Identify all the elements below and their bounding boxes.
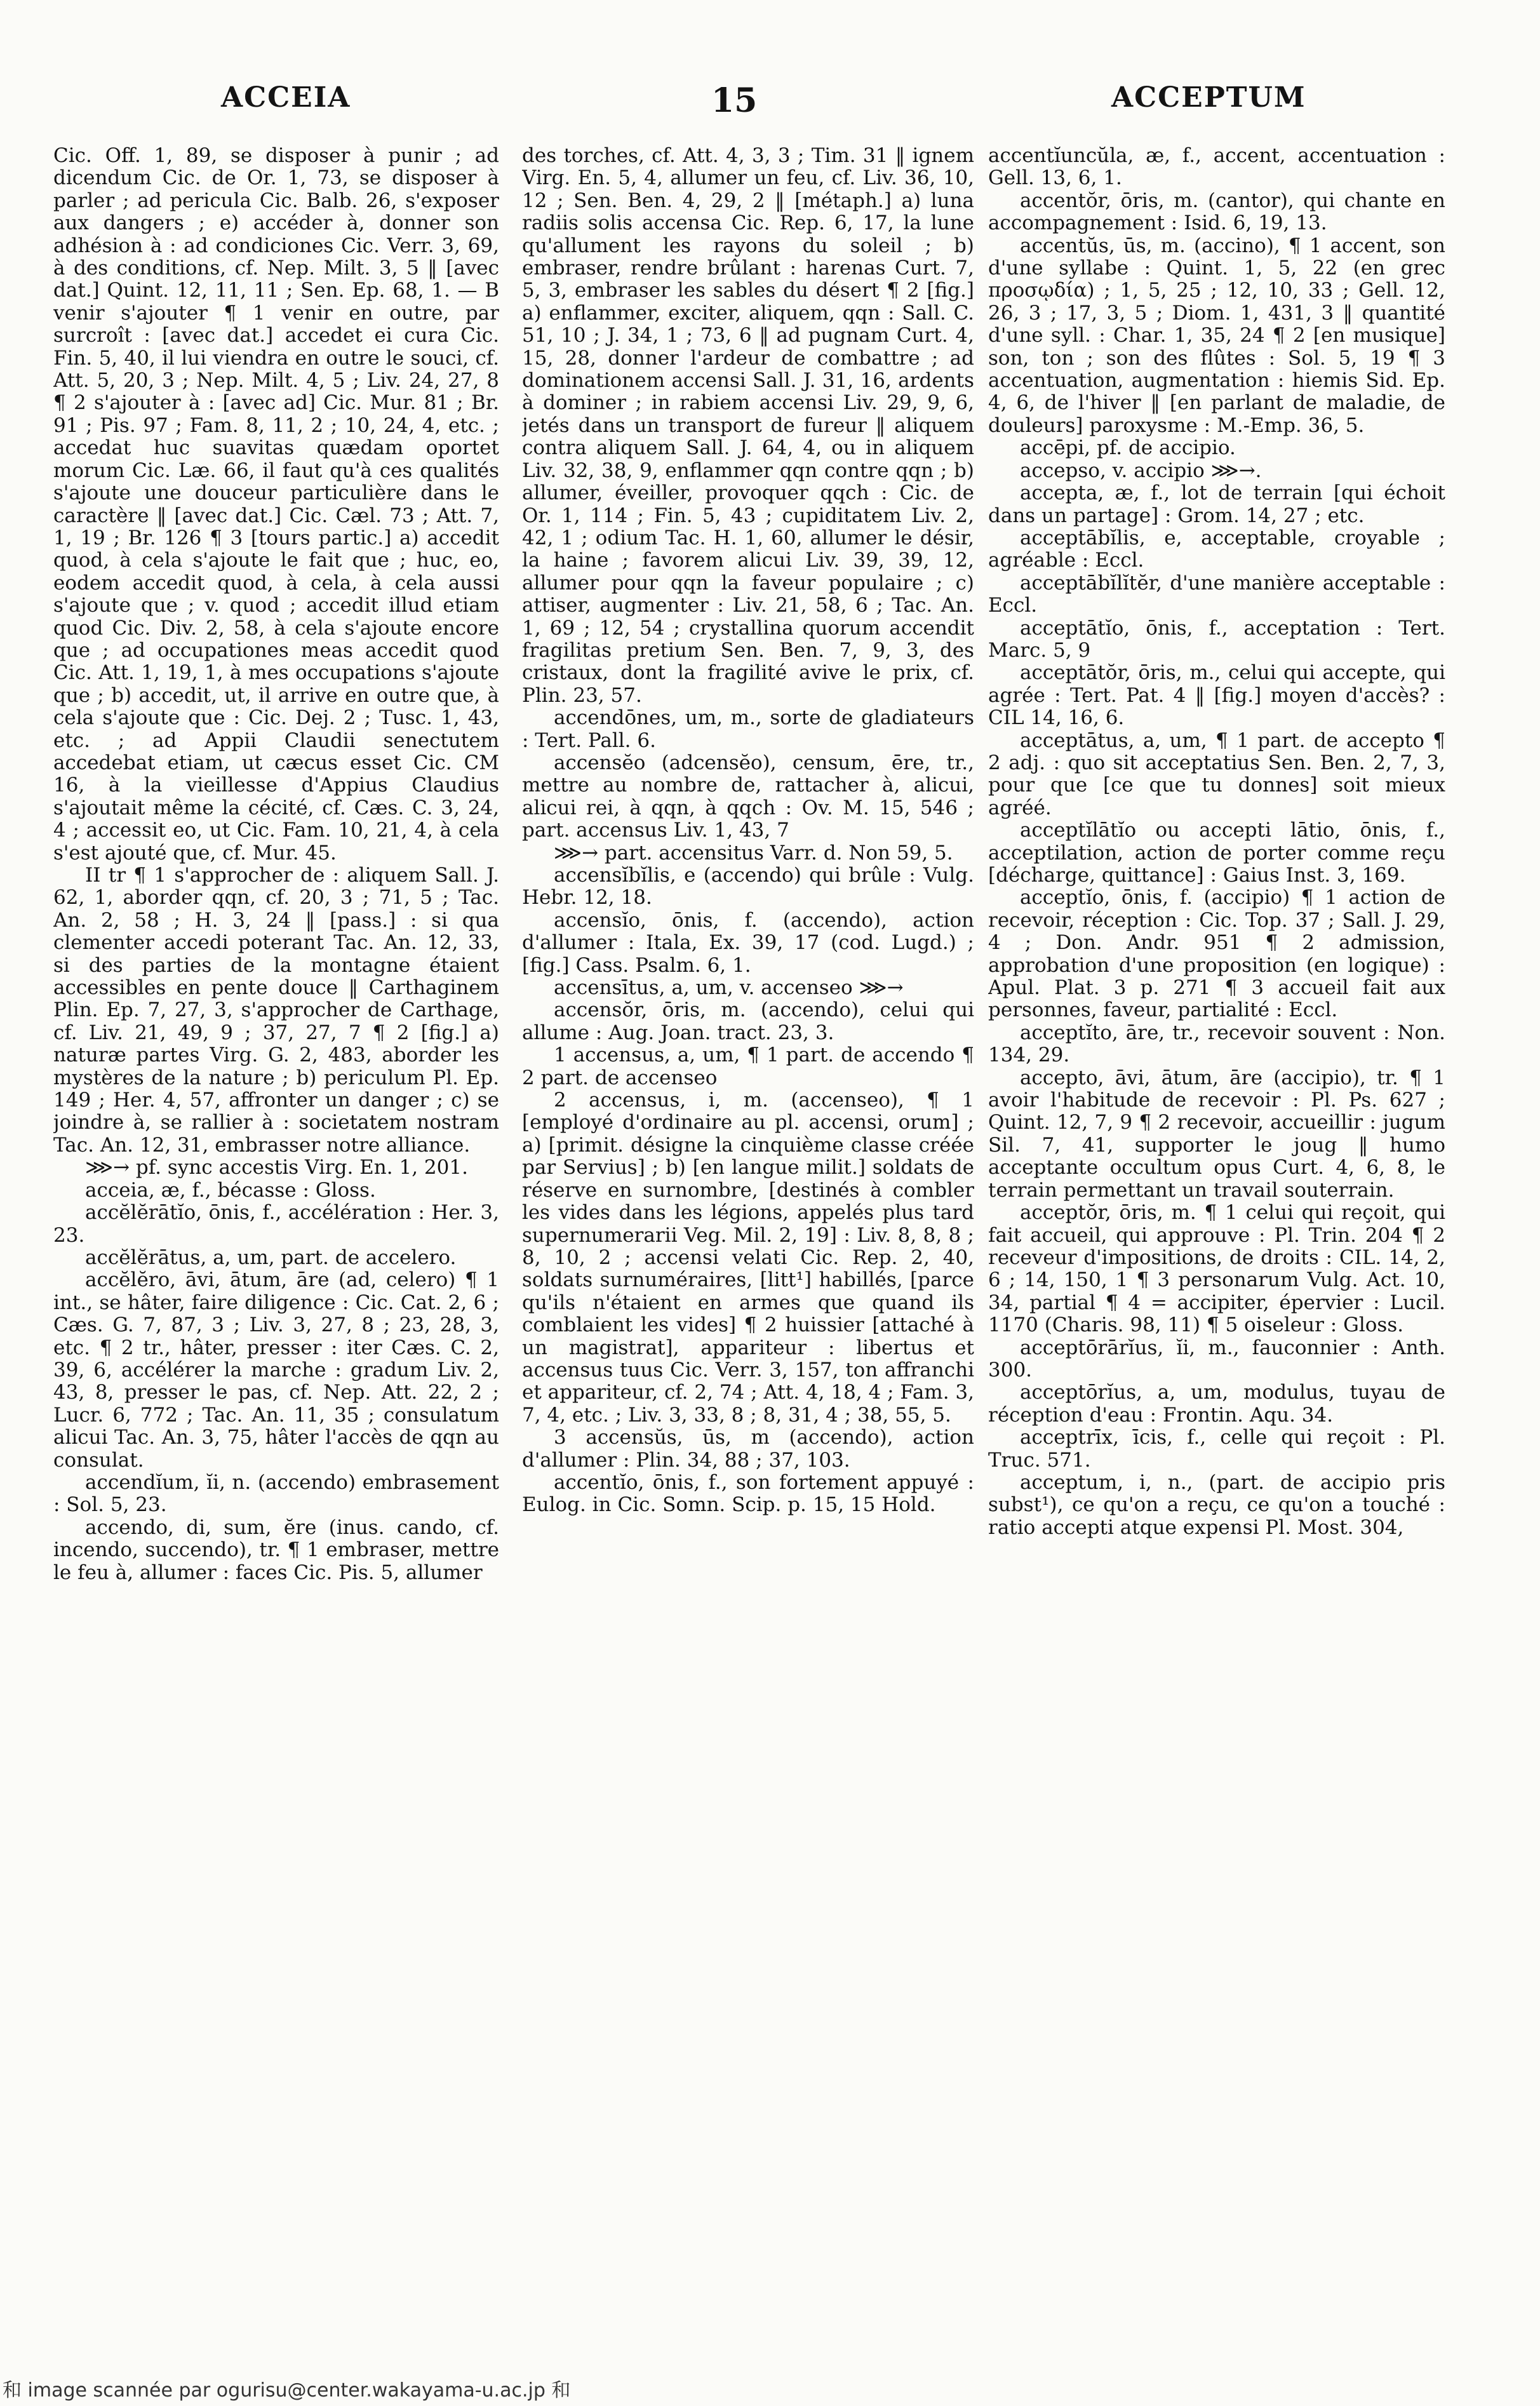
entry: acceptātĭo, ōnis, f., acceptation : Tert. Marc. 5, 9 [988, 616, 1445, 662]
entry: Cic. Off. 1, 89, se disposer à punir ; ad dicendum Cic. de Or. 1, 73, se disposer à parler ; ad pericula Cic. Balb. 26, s'exposer aux dangers ; e) accéder à, donner son adhésion à : ad condiciones Cic. Verr. 3, 69, à des conditions, cf. Nep. Milt. 3, 5 ‖ [avec dat.] Quint. 12, 11, 11 ; Sen. Ep. 68, 1. — B venir s'ajouter ¶ 1 venir en outre, par surcroît : [avec dat.] accedet ei cura Cic. Fin. 5, 40, il lui viendra en outre le souci, cf. Att. 5, 20, 3 ; Nep. Milt. 4, 5 ; Liv. 24, 27, 8 ¶ 2 s'ajouter à : [avec ad] Cic. Mur. 81 ; Br. 91 ; Pis. 97 ; Fam. 8, 11, 2 ; 10, 24, 4, etc. ; accedat huc suavitas quædam oportet morum Cic. Læ. 66, il faut qu'à ces qualités s'ajoute une douceur particulière dans le caractère ‖ [avec dat.] Cic. Cæl. 73 ; Att. 7, 1, 19 ; Br. 126 ¶ 3 [tours partic.] a) accedit quod, à cela s'ajoute le fait que ; huc, eo, eodem accedit quod, à cela, à cela aussi s'ajoute que ; v. quod ; accedit illud etiam quod Cic. Div. 2, 58, à cela s'ajoute encore que ; ad occupationes meas accedit quod Cic. Att. 1, 19, 1, à mes occupations s'ajoute que ; b) accedit, ut, il arrive en outre que, à cela s'ajoute que : Cic. Dej. 2 ; Tusc. 1, 43, etc. ; ad Appii Claudii senectutem accedebat etiam, ut cæcus esset Cic. CM 16, à la vieillesse d'Appius Claudius s'ajoutait même la cécité, cf. Cæs. C. 3, 24, 4 ; accessit eo, ut Cic. Fam. 10, 21, 4, à cela s'est ajouté que, cf. Mur. 45. [53, 145, 499, 864]
entry: 2 accensus, i, m. (accenseo), ¶ 1 [employé d'ordinaire au pl. accensi, orum] ; a) [primit. désigne la cinquième classe créée par Servius] ; b) [en langue milit.] soldats de réserve en surnombre, [destinés à combler les vides dans les légions, appelés plus tard supernumerarii Veg. Mil. 2, 19] : Liv. 8, 8, 8 ; 8, 10, 2 ; accensi velati Cic. Rep. 2, 40, soldats surnuméraires, [litt¹] habillés, [parce qu'ils n'étaient en armes que quand ils comblaient les vides] ¶ 2 huissier [attaché à un magistrat], appariteur : libertus et accensus tuus Cic. Verr. 3, 157, ton affranchi et appariteur, cf. 2, 74 ; Att. 4, 18, 4 ; Fam. 3, 7, 4, etc. ; Liv. 3, 33, 8 ; 8, 31, 4 ; 38, 55, 5. [522, 1089, 974, 1427]
entry: accendo, di, sum, ĕre (inus. cando, cf. incendo, succendo), tr. ¶ 1 embraser, mettre le feu à, allumer : faces Cic. Pis. 5, allumer [53, 1516, 499, 1584]
entry: acceptĭlātĭo ou accepti lātio, ōnis, f., acceptilation, action de porter comme reçu [décharge, quittance] : Gaius Inst. 3, 169. [988, 819, 1445, 887]
entry: accensĭbĭlis, e (accendo) qui brûle : Vulg. Hebr. 12, 18. [522, 864, 974, 910]
entry: acceptum, i, n., (part. de accipio pris subst¹), ce qu'on a reçu, ce qu'on a touché : ratio accepti atque expensi Pl. Most. 304, [988, 1470, 1445, 1539]
entry: acceptābĭlĭtĕr, d'une manière acceptable : Eccl. [988, 571, 1445, 617]
entry: acceptābĭlis, e, acceptable, croyable ; agréable : Eccl. [988, 526, 1445, 572]
entry: 3 accensŭs, ūs, m (accendo), action d'allumer : Plin. 34, 88 ; 37, 103. [522, 1426, 974, 1472]
entry: accensŏr, ōris, m. (accendo), celui qui allume : Aug. Joan. tract. 23, 3. [522, 998, 974, 1044]
entry: acceptātus, a, um, ¶ 1 part. de accepto ¶ 2 adj. : quo sit acceptatius Sen. Ben. 2, 7, 3, pour que [ce que tu donnes] soit mieux agréé. [988, 729, 1445, 819]
entry: acceia, æ, f., bécasse : Gloss. [85, 1178, 376, 1202]
entry: accepto, āvi, ātum, āre (accipio), tr. ¶ 1 avoir l'habitude de recevoir : Pl. Ps. 627 ; Quint. 12, 7, 9 ¶ 2 recevoir, accueillir : jugum Sil. 7, 41, supporter le joug ‖ humo acceptante occultum opus Curt. 4, 6, 8, le terrain permettant un travail souterrain. [988, 1066, 1445, 1202]
entry: accensĕo (adcensĕo), censum, ēre, tr., mettre au nombre de, rattacher à, alicui, alicui rei, à qqn, à qqch : Ov. M. 15, 546 ; part. accensus Liv. 1, 43, 7 [522, 751, 974, 842]
entry: accēpi, pf. de accipio. [1020, 436, 1236, 460]
entry: accentĭuncŭla, æ, f., accent, accentuation : Gell. 13, 6, 1. [988, 145, 1445, 190]
entry: ⋙→ pf. sync accestis Virg. En. 1, 201. [85, 1156, 468, 1179]
entry: acceptōrĭus, a, um, modulus, tuyau de réception d'eau : Frontin. Aqu. 34. [988, 1381, 1445, 1427]
column-2 [522, 145, 974, 2260]
entry: acceptōrārĭus, ĭi, m., fauconnier : Anth. 300. [988, 1336, 1445, 1381]
entry: accĕlĕro, āvi, ātum, āre (ad, celero) ¶ 1 int., se hâter, faire diligence : Cic. Cat. 2, 6 ; Cæs. G. 7, 87, 3 ; Liv. 3, 27, 8 ; 23, 28, 3, etc. ¶ 2 tr., hâter, presser : iter Cæs. C. 2, 39, 6, accélérer la marche : gradum Liv. 2, 43, 8, presser le pas, cf. Nep. Att. 22, 2 ; Lucr. 6, 772 ; Tac. An. 11, 35 ; consulatum alicui Tac. An. 3, 75, hâter l'accès de qqn au consulat. [53, 1268, 499, 1472]
page-number: 15 [711, 81, 758, 120]
running-head-left: ACCEIA [221, 81, 351, 114]
scan-credit-footer: 和 image scannée par ogurisu@center.wakayama-u.ac.jp 和 [3, 2379, 571, 2402]
entry: des torches, cf. Att. 4, 3, 3 ; Tim. 31 ‖ ignem Virg. En. 5, 4, allumer un feu, cf. Liv. 36, 10, 12 ; Sen. Ben. 4, 29, 2 ‖ [métaph.] a) luna radiis solis accensa Cic. Rep. 6, 17, la lune qu'allument les rayons du soleil ; b) embraser, rendre brûlant : harenas Curt. 7, 5, 3, embraser les sables du désert ¶ 2 [fig.] a) enflammer, exciter, aliquem, qqn : Sall. C. 51, 10 ; J. 34, 1 ; 73, 6 ‖ ad pugnam Curt. 4, 15, 28, donner l'ardeur de combattre ; ad dominationem accensi Sall. J. 31, 16, ardents à dominer ; in rabiem accensi Liv. 29, 9, 6, jetés dans un transport de fureur ‖ aliquem contra aliquem Sall. J. 64, 4, ou in aliquem Liv. 32, 38, 9, enflammer qqn contre qqn ; b) allumer, éveiller, provoquer qqch : Cic. de Or. 1, 114 ; Fin. 5, 43 ; cupiditatem Liv. 2, 42, 1 ; odium Tac. H. 1, 60, allumer le désir, la haine ; favorem alicui Liv. 39, 39, 12, allumer pour qqn la faveur populaire ; c) attiser, augmenter : Liv. 21, 58, 6 ; Tac. An. 1, 69 ; 12, 54 ; crystallina quorum accendit fragilitas pretium Sen. Ben. 7, 9, 3, des cristaux, dont la fragilité avive le prix, cf. Plin. 23, 57. [522, 145, 974, 707]
entry: acceptĭto, āre, tr., recevoir souvent : Non. 134, 29. [988, 1021, 1445, 1067]
entry: accentŏr, ōris, m. (cantor), qui chante en accompagnement : Isid. 6, 19, 13. [988, 189, 1445, 235]
entry: 1 accensus, a, um, ¶ 1 part. de accendo ¶ 2 part. de accenseo [522, 1044, 974, 1089]
column-1 [53, 145, 499, 2260]
entry: acceptrīx, īcis, f., celle qui reçoit : Pl. Truc. 571. [988, 1426, 1445, 1472]
entry: accentĭo, ōnis, f., son fortement appuyé : Eulog. in Cic. Somn. Scip. p. 15, 15 Hold. [522, 1470, 974, 1517]
entry: accendōnes, um, m., sorte de gladiateurs : Tert. Pall. 6. [522, 706, 974, 752]
entry: accĕlĕrātus, a, um, part. de accelero. [85, 1246, 457, 1269]
entry: accentŭs, ūs, m. (accino), ¶ 1 accent, son d'une syllabe : Quint. 1, 5, 22 (en grec προσῳδία) ; 1, 5, 25 ; 12, 10, 33 ; Gell. 12, 26, 3 ; 17, 3, 5 ; Diom. 1, 431, 3 ‖ quantité d'une syll. : Char. 1, 35, 24 ¶ 2 [en musique] son, ton ; son des flûtes : Sol. 5, 19 ¶ 3 accentuation, augmentation : hiemis Sid. Ep. 4, 6, de l'hiver ‖ [en parlant de maladie, de douleurs] paroxysme : M.-Emp. 36, 5. [988, 234, 1445, 437]
entry: accĕlĕrātĭo, ōnis, f., accélération : Her. 3, 23. [53, 1201, 499, 1247]
entry: acceptŏr, ōris, m. ¶ 1 celui qui reçoit, qui fait accueil, qui approuve : Pl. Trin. 204 ¶ 2 receveur d'impositions, de droits : CIL. 14, 2, 6 ; 14, 150, 1 ¶ 3 personarum Vulg. Act. 10, 34, partial ¶ 4 = accipiter, épervier : Lucil. 1170 (Charis. 98, 11) ¶ 5 oiseleur : Gloss. [988, 1201, 1445, 1337]
running-head-right: ACCEPTUM [1111, 81, 1306, 114]
column-3 [988, 145, 1445, 2260]
entry: acceptātŏr, ōris, m., celui qui accepte, qui agrée : Tert. Pat. 4 ‖ [fig.] moyen d'accès? : CIL 14, 16, 6. [988, 661, 1445, 730]
entry: acceptĭo, ōnis, f. (accipio) ¶ 1 action de recevoir, réception : Cic. Top. 37 ; Sall. J. 29, 4 ; Don. Andr. 951 ¶ 2 admission, approbation d'une proposition (en logique) : Apul. Plat. 3 p. 271 ¶ 3 accueil fait aux personnes, faveur, partialité : Eccl. [988, 886, 1445, 1022]
entry: accepso, v. accipio ⋙→. [1020, 459, 1262, 482]
entry: accensĭo, ōnis, f. (accendo), action d'allumer : Itala, Ex. 39, 17 (cod. Lugd.) ; [fig.] Cass. Psalm. 6, 1. [522, 908, 974, 977]
entry: ⋙→ part. accensitus Varr. d. Non 59, 5. [554, 841, 953, 864]
entry: accendĭum, ĭi, n. (accendo) embrasement : Sol. 5, 23. [53, 1470, 499, 1517]
entry: accensītus, a, um, v. accenseo ⋙→ [554, 976, 904, 1000]
entry: II tr ¶ 1 s'approcher de : aliquem Sall. J. 62, 1, aborder qqn, cf. 20, 3 ; 71, 5 ; Tac. An. 2, 58 ; H. 3, 24 ‖ [pass.] : si qua clementer accedi poterant Tac. An. 12, 33, si des parties de la montagne étaient accessibles en pente douce ‖ Carthaginem Plin. Ep. 7, 27, 3, s'approcher de Carthage, cf. Liv. 21, 49, 9 ; 37, 27, 7 ¶ 2 [fig.] a) naturæ partes Virg. G. 2, 483, aborder les mystères de la nature ; b) periculum Pl. Ep. 149 ; Her. 4, 57, affronter un danger ; c) se joindre à, se rallier à : societatem nostram Tac. An. 12, 31, embrasser notre alliance. [53, 864, 499, 1157]
entry: accepta, æ, f., lot de terrain [qui échoit dans un partage] : Grom. 14, 27 ; etc. [988, 481, 1445, 527]
